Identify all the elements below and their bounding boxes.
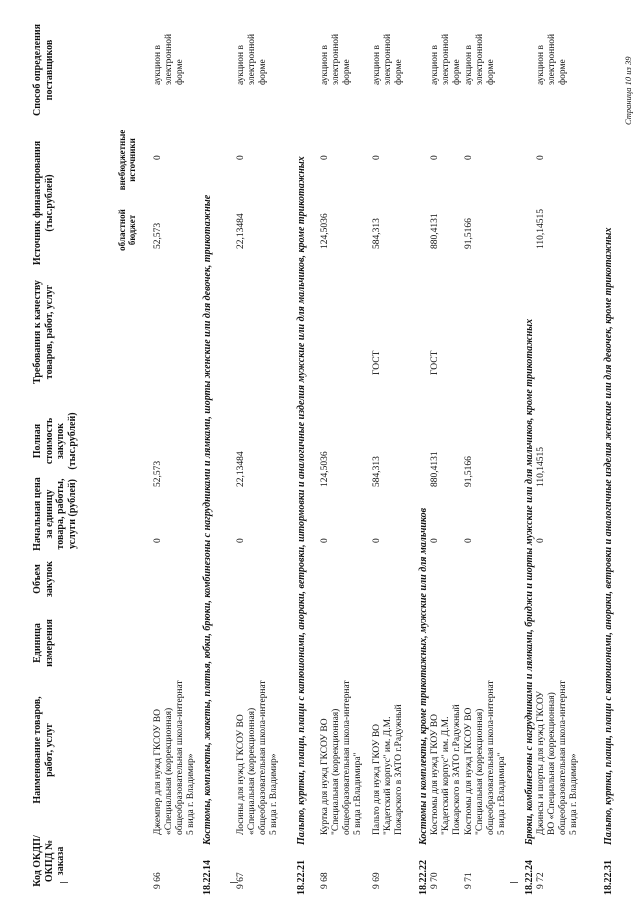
row-67-extra: 0 — [236, 155, 246, 160]
row-71-budget: 91,5166 — [464, 218, 474, 249]
header-volume: Объем закупок — [32, 560, 55, 598]
group-code: 18.22.31 — [603, 860, 614, 895]
group-code: 18.22.21 — [296, 860, 307, 895]
group-row-18-22-24 — [524, 5, 536, 895]
row-68-price: 0 — [320, 538, 330, 543]
row-72-budget: 110,14515 — [536, 208, 546, 249]
row-69-requirements: ГОСТ — [372, 350, 382, 375]
header-total: Полная стоимость закупок (тыс.рублей) — [32, 412, 78, 470]
row-67-price: 0 — [236, 538, 246, 543]
group-row-18-22-31 — [603, 5, 615, 895]
subheader-extra: внебюджетные источники — [117, 129, 138, 191]
row-72-total: 110,14515 — [536, 446, 546, 487]
row-70-requirements: ГОСТ — [430, 350, 440, 375]
row-72-extra: 0 — [536, 155, 546, 160]
group-row-18-22-22 — [418, 5, 430, 895]
group-code: 18.22.14 — [202, 860, 213, 895]
row-68-name: Куртка для нужд ГКСОУ ВО "Специальная (коррекционная) общеобразовательная школа-интернат 5 вида г.Владимира" — [320, 680, 364, 835]
row-67-total: 22,13484 — [236, 451, 246, 487]
group-code: 18.22.22 — [418, 860, 429, 895]
header-source: Источник финансирования (тыс.рублей) — [32, 140, 55, 266]
subheader-budget: областной бюджет — [117, 209, 138, 251]
row-67-budget: 22,13484 — [236, 213, 246, 249]
group-title: Пальто, куртки, плащи, плащи с капюшонами, анораки, ветровки и аналогичные изделия женские или для девочек, кроме трикотажных — [603, 227, 614, 845]
row-69-method: аукцион в электронной форме — [372, 33, 405, 85]
header-requirements: Требования к качеству товаров, работ, услуг — [32, 280, 55, 384]
row-71-price: 0 — [464, 538, 474, 543]
header-name: Наименование товаров, работ, услуг — [32, 696, 55, 804]
group-title: Брюки, комбинезоны с нагрудниками и лямками, бриджи и шорты мужские или для мальчиков, кроме трикотажных — [524, 318, 535, 845]
row-67-name: Лосины для нужд ГКСОУ ВО «Специальная (коррекционная) общеобразовательная школа-интернат 5 вида г. Владимир» — [236, 680, 280, 835]
row-71-total: 91,5166 — [464, 456, 474, 487]
row-66-method: аукцион в электронной форме — [153, 33, 186, 85]
group-row-18-22-14 — [202, 5, 214, 895]
row-69-budget: 584,313 — [372, 218, 382, 249]
row-72-price: 0 — [536, 538, 546, 543]
row-70-method: аукцион в электронной форме — [430, 33, 463, 85]
row-71-name: Костюмы для нужд ГКСОУ ВО "Специальная (коррекционная) общеобразовательная школа-интернат 5 вида г.Владимира" — [464, 680, 508, 835]
group-title: Костюмы и комплекты, кроме трикотажных, мужские или для мальчиков — [418, 507, 429, 845]
group-row-18-22-21 — [296, 5, 308, 895]
row-67-code: 9 67 — [236, 872, 246, 889]
row-68-total: 124,5036 — [320, 451, 330, 487]
row-66-total: 52,573 — [153, 460, 163, 487]
group-code: 18.22.24 — [524, 860, 535, 895]
row-71-extra: 0 — [464, 155, 474, 160]
row-67-method: аукцион в электронной форме — [236, 33, 269, 85]
row-70-price: 0 — [430, 538, 440, 543]
row-70-code: 9 70 — [430, 872, 440, 889]
row-68-code: 9 68 — [320, 872, 330, 889]
row-72-name: Джинсы и шорты для нужд ГКСОУ ВО «Специальная (коррекционная) общеобразовательная школа-интернат 5 вида г. Владимир» — [536, 680, 580, 835]
header-start-price: Начальная цена за единицу товара, работы, услуги (рублей) — [32, 477, 78, 551]
row-69-extra: 0 — [372, 155, 382, 160]
margin-mark — [510, 882, 518, 883]
row-70-total: 880,4131 — [430, 451, 440, 487]
header-unit: Единица измерения — [32, 619, 55, 667]
row-69-code: 9 69 — [372, 872, 382, 889]
row-71-method: аукцион в электронной форме — [464, 33, 497, 85]
row-71-code: 9 71 — [464, 872, 474, 889]
row-66-name: Джемпер для нужд ГКСОУ ВО «Специальная (коррекционная) общеобразовательная школа-интернат 5 вида г. Владимир» — [153, 680, 197, 835]
row-66-price: 0 — [153, 538, 163, 543]
row-69-price: 0 — [372, 538, 382, 543]
row-68-budget: 124,5036 — [320, 213, 330, 249]
group-title: Костюмы, комплекты, жакеты, платья, юбки, брюки, комбинезоны с нагрудниками и лямками, шорты женские или для девочек, трикотажные — [202, 194, 213, 845]
row-66-code: 9 66 — [153, 872, 163, 889]
row-66-extra: 0 — [153, 155, 163, 160]
header-code: Код ОКДП/ ОКПД № заказа — [32, 835, 67, 887]
row-72-method: аукцион в электронной форме — [536, 33, 569, 85]
header-method: Способ определения поставщиков — [32, 23, 55, 117]
row-70-budget: 880,4131 — [430, 213, 440, 249]
row-68-extra: 0 — [320, 155, 330, 160]
row-69-name: Пальто для нужд ГКОУ ВО "Кадетский корпус" им. Д.М. Пожарского в ЗАТО г.Радужный — [372, 704, 405, 835]
group-title: Пальто, куртки, плащи, плащи с капюшонами, анораки, ветровки, штормовки и аналогичные изделия мужские или для мальчиков, кроме трикотажных — [296, 156, 307, 845]
row-66-budget: 52,573 — [153, 222, 163, 249]
row-69-total: 584,313 — [372, 456, 382, 487]
row-72-code: 9 72 — [536, 872, 546, 889]
row-70-extra: 0 — [430, 155, 440, 160]
page-number: Страница 10 из 39 — [623, 56, 633, 125]
row-68-method: аукцион в электронной форме — [320, 33, 353, 85]
row-70-name: Костюмы для нужд ГКОУ ВО "Кадетский корпус" им. Д.М. Пожарского в ЗАТО г.Радужный — [430, 704, 463, 835]
